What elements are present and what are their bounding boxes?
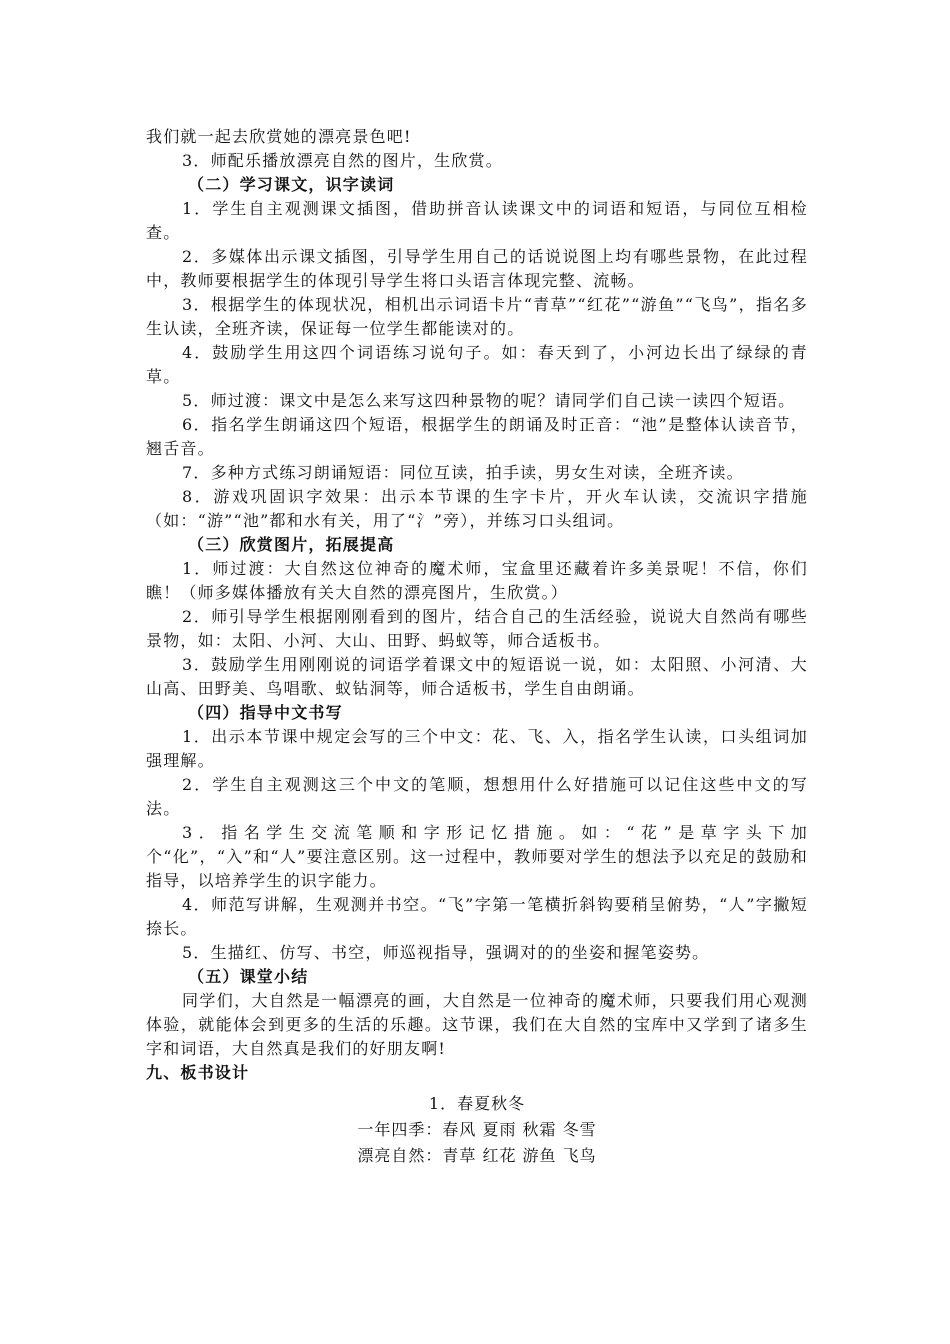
intro-line: 我们就一起去欣赏她的漂亮景色吧!: [146, 127, 412, 146]
section-4-item: 3．指名学生交流笔顺和字形记忆措施。如：“花”是草字头下加个“化”，“入”和“人”要注意区别。这一过程中，教师要对学生的想法予以充足的鼓励和指导，以培养学生的识字能力。: [146, 823, 808, 890]
section-2-item: 2．多媒体出示课文插图，引导学生用自己的话说说图上均有哪些景物，在此过程中，教师要根据学生的体现引导学生将口头语言体现完整、流畅。: [146, 247, 808, 290]
blackboard-design: [146, 1091, 808, 1169]
document-page: [146, 125, 808, 1169]
section-2-heading: （二）学习课文，识字读词: [188, 175, 395, 194]
section-4-item: 1．出示本节课中规定会写的三个中文：花、飞、入，指名学生认读，口头组词加强理解。: [146, 727, 808, 770]
section-4-item: 4．师范写讲解，生观测并书空。“飞”字第一笔横折斜钩要稍呈俯势，“人”字撇短捺长。: [146, 895, 808, 938]
section-2-item: 5．师过渡：课文中是怎么来写这四种景物的呢？请同学们自己读一读四个短语。: [182, 391, 796, 410]
section-2-item: 3．根据学生的体现状况，相机出示词语卡片“青草”“红花”“游鱼”“飞鸟”，指名多生认读，全班齐读，保证每一位学生都能读对的。: [146, 295, 808, 338]
board-line-nature: 漂亮自然：青草 红花 游鱼 飞鸟: [357, 1146, 597, 1165]
section-2-item: 8．游戏巩固识字效果：出示本节课的生字卡片，开火车认读，交流识字措施（如：“游”“池”都和水有关，用了“氵”旁），并练习口头组词。: [146, 487, 808, 530]
section-4-item: 5．生描红、仿写、书空，师巡视指导，强调对的的坐姿和握笔姿势。: [182, 943, 710, 962]
section-5-heading: （五）课堂小结: [188, 967, 309, 986]
section-4-heading: （四）指导中文书写: [188, 703, 343, 722]
section-9-heading: 九、板书设计: [146, 1063, 250, 1082]
board-title: 1．春夏秋冬: [428, 1094, 526, 1113]
section-2-item: 6．指名学生朗诵这四个短语，根据学生的朗诵及时正音：“池”是整体认读音节，翘舌音。: [146, 415, 808, 458]
intro-item-3: 3．师配乐播放漂亮自然的图片，生欣赏。: [182, 151, 503, 170]
section-5-summary: 同学们，大自然是一幅漂亮的画，大自然是一位神奇的魔术师，只要我们用心观测体验，就能体会到更多的生活的乐趣。这节课，我们在大自然的宝库中又学到了诸多生字和词语，大自然真是我们的好朋友啊!: [146, 991, 808, 1058]
section-2-item: 1．学生自主观测课文插图，借助拼音认读课文中的词语和短语，与同位互相检查。: [146, 199, 808, 242]
section-3-item: 1．师过渡：大自然这位神奇的魔术师，宝盒里还藏着许多美景呢！不信，你们瞧！（师多媒体播放有关大自然的漂亮图片，生欣赏。）: [146, 559, 808, 602]
section-2-item: 4．鼓励学生用这四个词语练习说句子。如：春天到了，小河边长出了绿绿的青草。: [146, 343, 808, 386]
section-3-item: 3．鼓励学生用刚刚说的词语学着课文中的短语说一说，如：太阳照、小河清、大山高、田野美、鸟唱歌、蚁钻洞等，师合适板书，学生自由朗诵。: [146, 655, 808, 698]
section-2-item: 7．多种方式练习朗诵短语：同位互读，拍手读，男女生对读，全班齐读。: [182, 463, 744, 482]
board-line-seasons: 一年四季：春风 夏雨 秋霜 冬雪: [357, 1120, 597, 1139]
section-3-heading: （三）欣赏图片，拓展提高: [188, 535, 395, 554]
section-3-item: 2．师引导学生根据刚刚看到的图片，结合自己的生活经验，说说大自然尚有哪些景物，如：太阳、小河、大山、田野、蚂蚁等，师合适板书。: [146, 607, 808, 650]
section-4-item: 2．学生自主观测这三个中文的笔顺，想想用什么好措施可以记住这些中文的写法。: [146, 775, 808, 818]
